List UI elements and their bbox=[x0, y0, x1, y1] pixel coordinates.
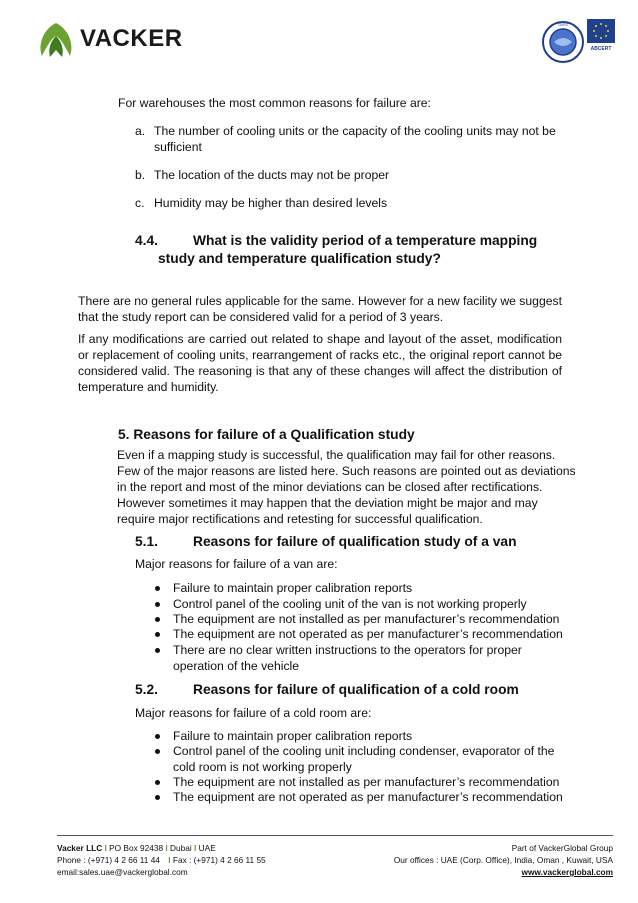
bullet-text: Failure to maintain proper calibration reports bbox=[173, 581, 413, 595]
section-4-4-heading bbox=[135, 232, 575, 268]
bullet-text: Control panel of the cooling unit including condenser, evaporator of the bbox=[173, 744, 555, 758]
footer-divider bbox=[57, 835, 613, 836]
bullet-text: operation of the vehicle bbox=[173, 659, 300, 673]
list-item-a bbox=[135, 123, 565, 155]
section-5-heading: 5. Reasons for failure of a Qualification study bbox=[118, 427, 415, 442]
bullet-item bbox=[155, 743, 575, 775]
paragraph-validity: There are no general rules applicable for the same. However for a new facility we suggest that the study report can be considered valid for a period of 3 years. bbox=[78, 294, 562, 324]
bullet-item bbox=[155, 789, 575, 805]
body-line: Few of the major reasons are listed here. Such reasons are pointed out as deviations bbox=[117, 464, 576, 478]
list-item-text: The number of cooling units or the capacity of the cooling units may not be bbox=[154, 124, 556, 138]
footer-separator: I bbox=[194, 843, 197, 853]
bullet-text: The equipment are not installed as per manufacturer’s recommendation bbox=[173, 612, 560, 626]
footer-separator: I bbox=[165, 843, 168, 853]
bullet-icon bbox=[155, 602, 160, 607]
bullet-icon bbox=[155, 780, 160, 785]
bullet-text: Control panel of the cooling unit of the van is not working properly bbox=[173, 597, 527, 611]
footer-separator: I bbox=[168, 855, 171, 865]
footer-website-link[interactable]: www.vackerglobal.com bbox=[521, 867, 613, 877]
list-item-text: sufficient bbox=[154, 140, 202, 154]
footer-right bbox=[323, 842, 613, 878]
list-marker: a. bbox=[135, 124, 146, 138]
gies-certification-seal bbox=[541, 20, 585, 64]
list-marker: c. bbox=[135, 196, 145, 210]
footer-separator: I bbox=[104, 843, 107, 853]
footer-company: Vacker LLC bbox=[57, 843, 103, 853]
footer-email[interactable]: email:sales.uae@vackerglobal.com bbox=[57, 867, 188, 877]
list-item-b bbox=[135, 167, 565, 183]
warehouse-intro: For warehouses the most common reasons for failure are: bbox=[118, 96, 431, 110]
section-title: study and temperature qualification study? bbox=[158, 251, 441, 266]
bullet-item bbox=[155, 611, 575, 627]
bullet-icon bbox=[155, 617, 160, 622]
list-item-c bbox=[135, 195, 565, 211]
bullet-icon bbox=[155, 586, 160, 591]
vacker-leaf-icon bbox=[36, 20, 76, 60]
gies-label: GIES bbox=[558, 22, 568, 27]
section-5-1-intro: Major reasons for failure of a van are: bbox=[135, 557, 338, 571]
bullet-item bbox=[155, 626, 575, 642]
section-title: What is the validity period of a temperature mapping bbox=[193, 233, 538, 248]
bullet-item bbox=[155, 774, 575, 790]
bullet-icon bbox=[155, 749, 160, 754]
bullet-icon bbox=[155, 795, 160, 800]
bullet-item bbox=[155, 580, 575, 596]
body-line: in the report and most of the minor deviations can be closed after rectifications. bbox=[117, 480, 543, 494]
footer-offices: Our offices : UAE (Corp. Office), India, Oman , Kuwait, USA bbox=[393, 855, 613, 865]
section-number: 5.1. bbox=[135, 534, 159, 549]
body-line: However sometimes it may happen that the deviation might be major and may bbox=[117, 496, 538, 510]
list-item-text: The location of the ducts may not be proper bbox=[154, 168, 390, 182]
footer-city: Dubai bbox=[170, 843, 192, 853]
bullet-icon bbox=[155, 734, 160, 739]
list-item-text: Humidity may be higher than desired levels bbox=[154, 196, 388, 210]
section-number: 4.4. bbox=[135, 233, 159, 248]
body-line: require major rectifications and retesting for successful qualification. bbox=[117, 512, 483, 526]
footer-country: UAE bbox=[198, 843, 216, 853]
bullet-text: The equipment are not operated as per manufacturer’s recommendation bbox=[173, 627, 563, 641]
bullet-item bbox=[155, 596, 575, 612]
footer-fax: Fax : (+971) 4 2 66 11 55 bbox=[172, 855, 266, 865]
body-line: Even if a mapping study is successful, the qualification may fail for other reasons. bbox=[117, 448, 556, 462]
bullet-text: There are no clear written instructions to the operators for proper bbox=[173, 643, 522, 657]
section-5-2-intro: Major reasons for failure of a cold room are: bbox=[135, 706, 372, 720]
bullet-icon bbox=[155, 648, 160, 653]
bullet-text: The equipment are not operated as per manufacturer’s recommendation bbox=[173, 790, 563, 804]
section-number: 5.2. bbox=[135, 682, 159, 697]
section-5-2-heading bbox=[135, 681, 575, 699]
footer-phone: Phone : (+971) 4 2 66 11 44 bbox=[57, 855, 160, 865]
header bbox=[0, 0, 638, 75]
abcert-accreditation-badge bbox=[586, 18, 616, 60]
bullet-item bbox=[155, 728, 575, 744]
abcert-label: ABCERT bbox=[590, 46, 612, 52]
section-5-body bbox=[117, 447, 577, 527]
footer-po-box: PO Box 92438 bbox=[109, 843, 164, 853]
section-title: Reasons for failure of qualification of a cold room bbox=[193, 682, 519, 697]
section-5-1-heading bbox=[135, 533, 575, 551]
paragraph-modifications: If any modifications are carried out related to shape and layout of the asset, modification or replacement of cooling units, rearrangement of racks etc., the original report cannot be considered valid. The reasoning is that any of these changes will affect the distribution of temperature and humidity. bbox=[78, 332, 562, 394]
footer-group: Part of VackerGlobal Group bbox=[511, 843, 613, 853]
list-marker: b. bbox=[135, 168, 146, 182]
bullet-text: cold room is not working properly bbox=[173, 760, 352, 774]
bullet-item bbox=[155, 642, 575, 674]
bullet-text: Failure to maintain proper calibration reports bbox=[173, 729, 413, 743]
bullet-text: The equipment are not installed as per manufacturer’s recommendation bbox=[173, 775, 560, 789]
bullet-icon bbox=[155, 632, 160, 637]
brand-name: VACKER bbox=[80, 25, 183, 52]
vacker-logo bbox=[36, 20, 183, 60]
section-title: Reasons for failure of qualification study of a van bbox=[193, 534, 517, 549]
